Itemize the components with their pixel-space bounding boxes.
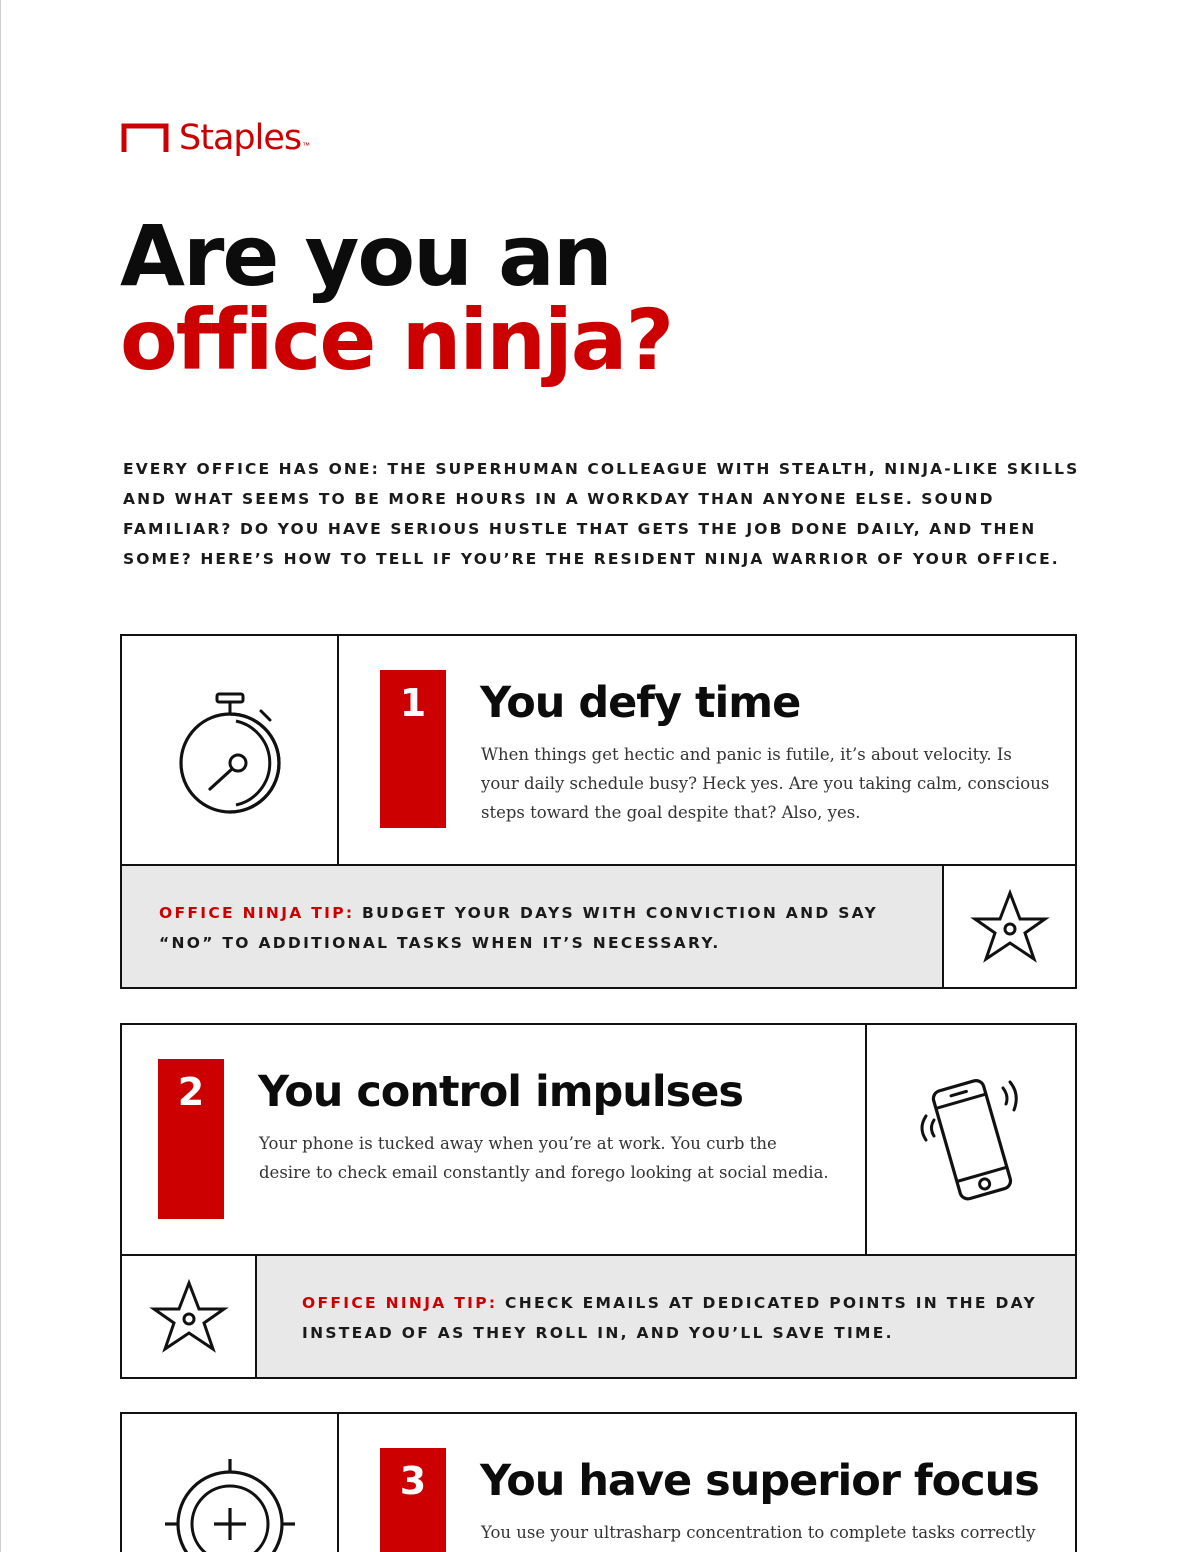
section-number: 1: [399, 681, 427, 725]
section-title: You control impulses: [258, 1067, 743, 1117]
stopwatch-icon: [170, 685, 290, 815]
section-number: 2: [177, 1070, 205, 1114]
section-3-icon-cell: [122, 1414, 337, 1552]
staple-icon: [121, 122, 169, 154]
section-body: Your phone is tucked away when you’re at work. You curb the desire to check email constantly and forego looking at social media.: [259, 1134, 829, 1182]
shuriken-icon: [149, 1277, 229, 1357]
section-body: You use your ultrasharp concentration to complete tasks correctly: [481, 1523, 1036, 1542]
title-line-2: office ninja?: [120, 291, 673, 389]
section-3: [120, 1412, 1077, 1552]
title-line-1: Are you an: [120, 207, 611, 305]
page-title: [120, 206, 1020, 390]
section-title: You defy time: [480, 678, 801, 728]
tip-label: OFFICE NINJA TIP:: [302, 1294, 498, 1312]
staples-logo[interactable]: [121, 118, 310, 158]
tip-icon-cell: [122, 1256, 257, 1377]
section-body: When things get hectic and panic is futile, it’s about velocity. Is your daily schedule busy? Heck yes. Are you taking calm, conscious steps toward the goal despite that? Also, yes.: [481, 745, 1050, 822]
tip-body: BUDGET YOUR DAYS WITH CONVICTION AND SAY “NO” TO ADDITIONAL TASKS WHEN IT’S NECESSARY.: [159, 904, 879, 952]
trademark: ™: [302, 141, 311, 150]
intro-paragraph: EVERY OFFICE HAS ONE: THE SUPERHUMAN COLLEAGUE WITH STEALTH, NINJA-LIKE SKILLS AND WHAT SEEMS TO BE MORE HOURS IN A WORKDAY THAN ANYONE ELSE. SOUND FAMILIAR? DO YOU HAVE SERIOUS HUSTLE THAT GETS THE JOB DONE DAILY, AND THEN SOME? HERE’S HOW TO TELL IF YOU’RE THE RESIDENT NINJA WARRIOR OF YOUR OFFICE.: [123, 460, 1080, 568]
shuriken-icon: [970, 887, 1050, 967]
section-title: You have superior focus: [480, 1456, 1039, 1506]
section-1-icon-cell: [122, 636, 337, 864]
tip-1: [120, 864, 1077, 989]
vibrating-phone-icon: [906, 1070, 1036, 1210]
tip-2: [120, 1254, 1077, 1379]
brand-name: Staples: [179, 118, 302, 158]
tip-text: [302, 1288, 1042, 1348]
divider: [337, 1414, 339, 1552]
section-number: 3: [399, 1459, 427, 1503]
tip-label: OFFICE NINJA TIP:: [159, 904, 355, 922]
divider: [337, 636, 339, 864]
section-2: [120, 1023, 1077, 1256]
section-number-badge: [380, 670, 446, 828]
section-1: [120, 634, 1077, 866]
tip-text: [159, 898, 919, 958]
section-number-badge: [380, 1448, 446, 1552]
tip-icon-cell: [942, 866, 1075, 987]
section-number-badge: [158, 1059, 224, 1219]
page-edge: [0, 0, 1, 1552]
section-2-icon-cell: [867, 1025, 1075, 1254]
tip-body: CHECK EMAILS AT DEDICATED POINTS IN THE DAY INSTEAD OF AS THEY ROLL IN, AND YOU’LL SAVE TIME.: [302, 1294, 1038, 1342]
crosshair-icon: [155, 1454, 305, 1552]
